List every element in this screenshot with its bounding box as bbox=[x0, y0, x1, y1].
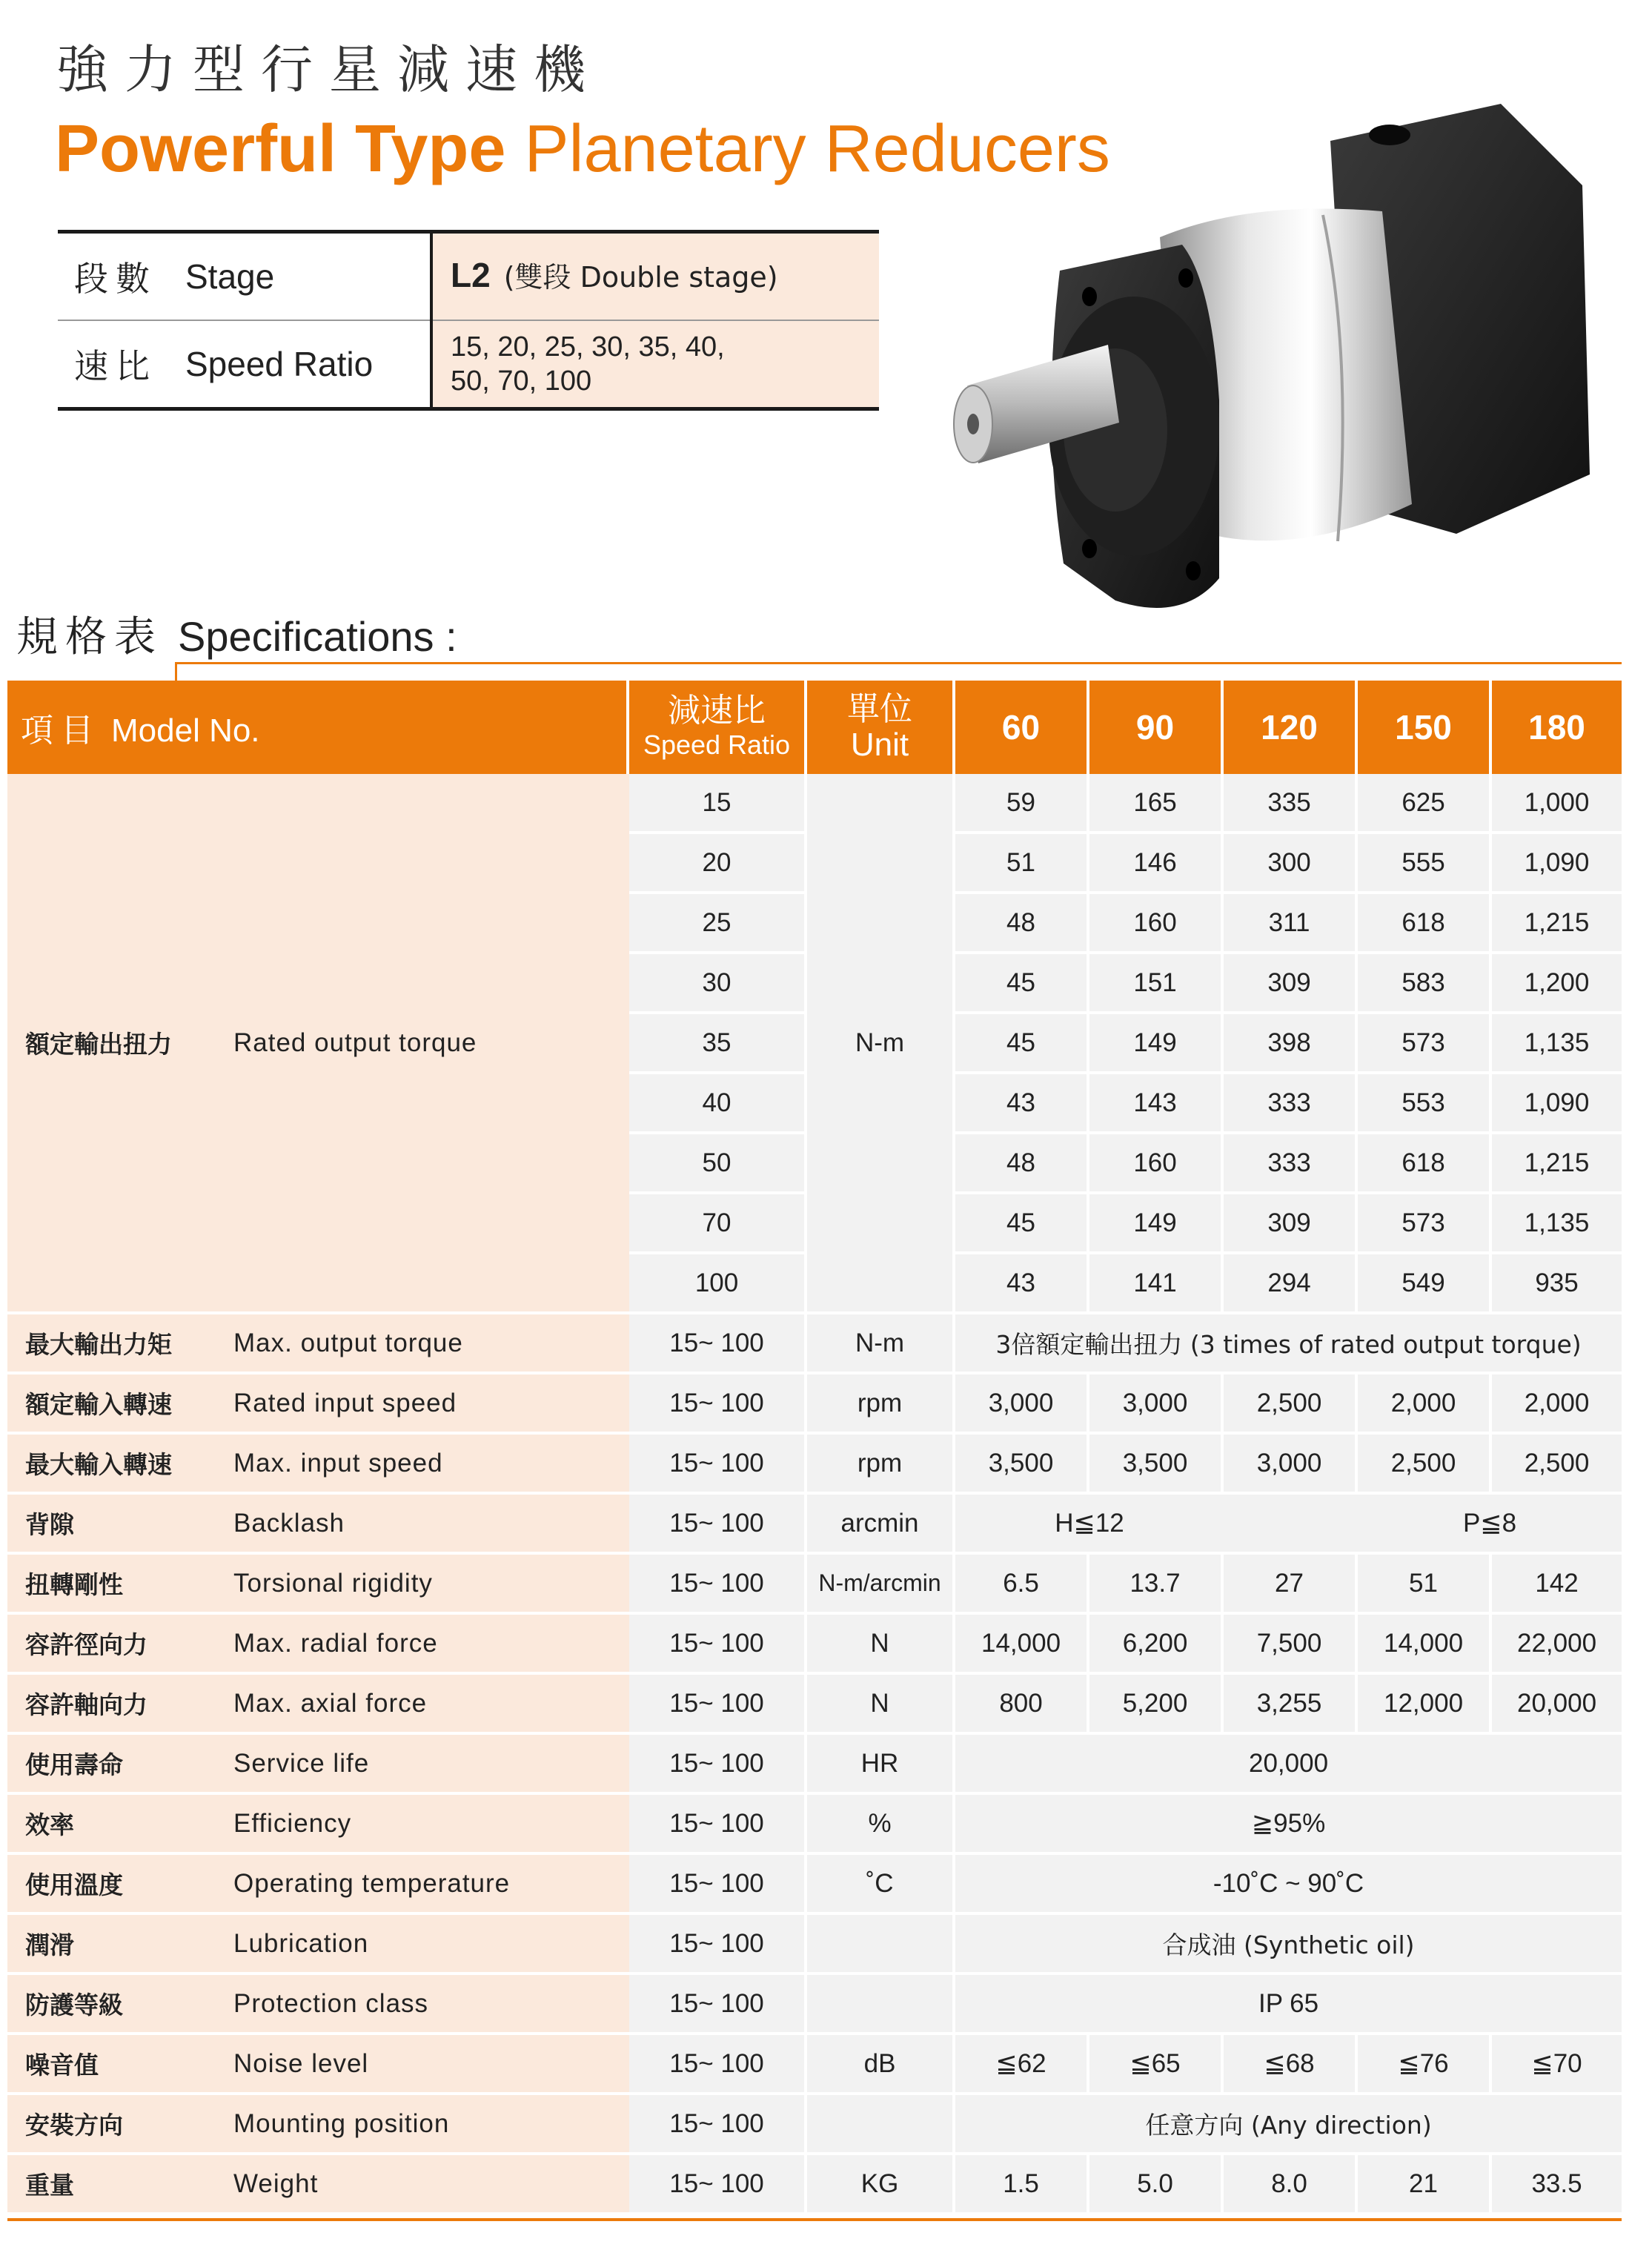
value-cell: 1,215 bbox=[1492, 894, 1622, 954]
label-zh: 使用壽命 bbox=[7, 1735, 233, 1795]
ratio-label-zh: 速比 bbox=[58, 320, 185, 409]
label-en: Lubrication bbox=[233, 1915, 629, 1975]
value-cell: 618 bbox=[1358, 1134, 1492, 1194]
specifications-heading bbox=[16, 604, 457, 664]
table-row-backlash bbox=[7, 1495, 1622, 1555]
label-zh: 背隙 bbox=[7, 1495, 233, 1555]
unit-cell: N-m bbox=[807, 1314, 955, 1374]
table-row-mounting bbox=[7, 2095, 1622, 2155]
unit-cell: ˚C bbox=[807, 1855, 955, 1915]
table-row-life bbox=[7, 1735, 1622, 1795]
header-unit bbox=[807, 681, 955, 774]
value-cell: 555 bbox=[1358, 834, 1492, 894]
value-cell: 300 bbox=[1224, 834, 1358, 894]
value-cell: 146 bbox=[1089, 834, 1224, 894]
ratio-cell: 15 bbox=[629, 774, 807, 834]
label-zh: 重量 bbox=[7, 2155, 233, 2215]
ratio-cell: 15~ 100 bbox=[629, 1975, 807, 2035]
backlash-h-cell: H≦12 bbox=[955, 1495, 1224, 1555]
table-row-efficiency bbox=[7, 1795, 1622, 1855]
value-cell: 21 bbox=[1358, 2155, 1492, 2215]
ratio-cell: 15~ 100 bbox=[629, 1855, 807, 1915]
header-model-zh: 項目 bbox=[21, 712, 101, 750]
unit-cell: N bbox=[807, 1615, 955, 1675]
value-cell: 311 bbox=[1224, 894, 1358, 954]
label-en: Max. axial force bbox=[233, 1675, 629, 1735]
ratio-cell: 25 bbox=[629, 894, 807, 954]
value-cell: 43 bbox=[955, 1074, 1089, 1134]
table-row-rigidity bbox=[7, 1555, 1622, 1615]
value-cell: 625 bbox=[1358, 774, 1492, 834]
ratio-cell: 35 bbox=[629, 1014, 807, 1074]
header-ratio bbox=[629, 681, 807, 774]
label-en: Efficiency bbox=[233, 1795, 629, 1855]
ratio-cell: 15~ 100 bbox=[629, 1795, 807, 1855]
ratio-row bbox=[58, 320, 879, 409]
ratio-cell: 15~ 100 bbox=[629, 1555, 807, 1615]
header-ratio-zh: 減速比 bbox=[668, 692, 766, 730]
value-cell: 5,200 bbox=[1089, 1675, 1224, 1735]
value-cell: ≦76 bbox=[1358, 2035, 1492, 2095]
ratio-value bbox=[431, 320, 879, 409]
value-cell: 3,500 bbox=[955, 1435, 1089, 1495]
title-bold: Powerful Type bbox=[55, 112, 506, 186]
ratio-cell: 15~ 100 bbox=[629, 1735, 807, 1795]
header-model-en: Model No. bbox=[111, 712, 260, 749]
value-cell: 任意方向 (Any direction) bbox=[955, 2095, 1622, 2155]
header-ratio-en: Speed Ratio bbox=[643, 730, 791, 760]
value-cell: 3,000 bbox=[1224, 1435, 1358, 1495]
unit-cell: dB bbox=[807, 2035, 955, 2095]
value-cell: 935 bbox=[1492, 1254, 1622, 1314]
table-row-protection bbox=[7, 1975, 1622, 2035]
chinese-title: 強力型行星減速機 bbox=[56, 39, 602, 100]
ratio-cell: 30 bbox=[629, 954, 807, 1014]
value-cell: IP 65 bbox=[955, 1975, 1622, 2035]
value-cell: 1,200 bbox=[1492, 954, 1622, 1014]
value-cell: 333 bbox=[1224, 1074, 1358, 1134]
value-cell: 165 bbox=[1089, 774, 1224, 834]
value-cell: 20,000 bbox=[1492, 1675, 1622, 1735]
value-cell: 7,500 bbox=[1224, 1615, 1358, 1675]
ratio-cell: 15~ 100 bbox=[629, 2155, 807, 2215]
unit-cell: rpm bbox=[807, 1374, 955, 1435]
ratio-label-en: Speed Ratio bbox=[185, 320, 431, 409]
value-cell: 618 bbox=[1358, 894, 1492, 954]
ratio-cell: 70 bbox=[629, 1194, 807, 1254]
ratio-cell: 20 bbox=[629, 834, 807, 894]
stage-row bbox=[58, 232, 879, 321]
value-cell: 142 bbox=[1492, 1555, 1622, 1615]
unit-cell: arcmin bbox=[807, 1495, 955, 1555]
unit-cell: KG bbox=[807, 2155, 955, 2215]
heading-rule bbox=[175, 662, 1622, 664]
label-zh: 防護等級 bbox=[7, 1975, 233, 2035]
unit-cell bbox=[807, 1975, 955, 2035]
label-zh: 容許徑向力 bbox=[7, 1615, 233, 1675]
unit-cell: N bbox=[807, 1675, 955, 1735]
stage-value bbox=[431, 232, 879, 321]
label-en: Max. output torque bbox=[233, 1314, 629, 1374]
value-cell: 6,200 bbox=[1089, 1615, 1224, 1675]
value-cell: 151 bbox=[1089, 954, 1224, 1014]
ratio-value-line1: 15, 20, 25, 30, 35, 40, bbox=[451, 331, 725, 363]
value-cell: 553 bbox=[1358, 1074, 1492, 1134]
value-cell: ≦68 bbox=[1224, 2035, 1358, 2095]
stage-label-zh: 段數 bbox=[58, 232, 185, 321]
table-row-noise bbox=[7, 2035, 1622, 2095]
value-cell: 141 bbox=[1089, 1254, 1224, 1314]
unit-cell: % bbox=[807, 1795, 955, 1855]
ratio-cell: 15~ 100 bbox=[629, 1435, 807, 1495]
value-cell: 合成油 (Synthetic oil) bbox=[955, 1915, 1622, 1975]
planetary-reducer-image bbox=[938, 89, 1642, 652]
rated-torque-label-zh: 額定輸出扭力 bbox=[7, 774, 233, 1314]
value-cell: 573 bbox=[1358, 1014, 1492, 1074]
label-zh: 潤滑 bbox=[7, 1915, 233, 1975]
label-en: Weight bbox=[233, 2155, 629, 2215]
value-cell: 333 bbox=[1224, 1134, 1358, 1194]
label-zh: 效率 bbox=[7, 1795, 233, 1855]
spec-heading-en: Specifications : bbox=[178, 613, 457, 660]
label-en: Max. radial force bbox=[233, 1615, 629, 1675]
value-cell: 160 bbox=[1089, 1134, 1224, 1194]
label-en: Protection class bbox=[233, 1975, 629, 2035]
label-zh: 容許軸向力 bbox=[7, 1675, 233, 1735]
header-unit-en: Unit bbox=[850, 727, 909, 763]
table-row-max-torque bbox=[7, 1314, 1622, 1374]
header-size-180: 180 bbox=[1492, 681, 1622, 774]
value-cell: 2,000 bbox=[1492, 1374, 1622, 1435]
label-en: Torsional rigidity bbox=[233, 1555, 629, 1615]
rated-torque-label-en: Rated output torque bbox=[233, 774, 629, 1314]
table-row-rated-speed bbox=[7, 1374, 1622, 1435]
value-cell: 149 bbox=[1089, 1194, 1224, 1254]
header-size-120: 120 bbox=[1224, 681, 1358, 774]
stage-value-main: L2 bbox=[451, 256, 491, 294]
value-cell: 20,000 bbox=[955, 1735, 1622, 1795]
value-cell: 22,000 bbox=[1492, 1615, 1622, 1675]
ratio-cell: 15~ 100 bbox=[629, 1314, 807, 1374]
table-row-axial bbox=[7, 1675, 1622, 1735]
value-cell: 33.5 bbox=[1492, 2155, 1622, 2215]
label-en: Service life bbox=[233, 1735, 629, 1795]
value-cell: 1,135 bbox=[1492, 1194, 1622, 1254]
table-row bbox=[7, 774, 1622, 834]
value-cell: ≦62 bbox=[955, 2035, 1089, 2095]
value-cell: 2,000 bbox=[1358, 1374, 1492, 1435]
specifications-table bbox=[7, 681, 1622, 2215]
value-cell: 3,000 bbox=[955, 1374, 1089, 1435]
ratio-cell: 15~ 100 bbox=[629, 1675, 807, 1735]
value-cell: 294 bbox=[1224, 1254, 1358, 1314]
value-cell: 800 bbox=[955, 1675, 1089, 1735]
value-cell: 1,090 bbox=[1492, 834, 1622, 894]
value-cell: -10˚C ~ 90˚C bbox=[955, 1855, 1622, 1915]
ratio-cell: 15~ 100 bbox=[629, 2035, 807, 2095]
header-unit-zh: 單位 bbox=[847, 690, 913, 728]
value-cell: 549 bbox=[1358, 1254, 1492, 1314]
ratio-cell: 100 bbox=[629, 1254, 807, 1314]
table-row-radial bbox=[7, 1615, 1622, 1675]
value-cell: 59 bbox=[955, 774, 1089, 834]
table-row-temperature bbox=[7, 1855, 1622, 1915]
label-zh: 使用溫度 bbox=[7, 1855, 233, 1915]
rated-torque-unit: N-m bbox=[807, 774, 955, 1314]
label-en: Backlash bbox=[233, 1495, 629, 1555]
ratio-cell: 15~ 100 bbox=[629, 1615, 807, 1675]
value-cell: 398 bbox=[1224, 1014, 1358, 1074]
backlash-spacer bbox=[1224, 1495, 1358, 1555]
label-zh: 最大輸入轉速 bbox=[7, 1435, 233, 1495]
stage-value-sub: (雙段 Double stage) bbox=[503, 261, 778, 294]
label-en: Mounting position bbox=[233, 2095, 629, 2155]
value-cell: 583 bbox=[1358, 954, 1492, 1014]
header-size-90: 90 bbox=[1089, 681, 1224, 774]
table-row-lubrication bbox=[7, 1915, 1622, 1975]
value-cell: 160 bbox=[1089, 894, 1224, 954]
ratio-value-line2: 50, 70, 100 bbox=[451, 365, 592, 397]
label-en: Operating temperature bbox=[233, 1855, 629, 1915]
value-cell: 51 bbox=[1358, 1555, 1492, 1615]
value-cell: 14,000 bbox=[955, 1615, 1089, 1675]
table-row-max-speed bbox=[7, 1435, 1622, 1495]
label-zh: 額定輸入轉速 bbox=[7, 1374, 233, 1435]
value-cell: 1,135 bbox=[1492, 1014, 1622, 1074]
value-cell: 1.5 bbox=[955, 2155, 1089, 2215]
value-cell: 1,215 bbox=[1492, 1134, 1622, 1194]
label-zh: 噪音值 bbox=[7, 2035, 233, 2095]
value-cell: 45 bbox=[955, 1194, 1089, 1254]
ratio-cell: 15~ 100 bbox=[629, 1495, 807, 1555]
table-row-weight bbox=[7, 2155, 1622, 2215]
spec-heading-zh: 規格表 bbox=[16, 613, 163, 661]
bottom-rule bbox=[7, 2218, 1622, 2221]
value-cell: 6.5 bbox=[955, 1555, 1089, 1615]
value-cell: 48 bbox=[955, 1134, 1089, 1194]
ratio-cell: 15~ 100 bbox=[629, 1374, 807, 1435]
label-zh: 安裝方向 bbox=[7, 2095, 233, 2155]
value-cell: ≧95% bbox=[955, 1795, 1622, 1855]
table-header-row bbox=[7, 681, 1622, 774]
value-cell: 51 bbox=[955, 834, 1089, 894]
value-cell: 149 bbox=[1089, 1014, 1224, 1074]
value-cell: 48 bbox=[955, 894, 1089, 954]
value-cell: 2,500 bbox=[1492, 1435, 1622, 1495]
ratio-cell: 40 bbox=[629, 1074, 807, 1134]
value-cell: 335 bbox=[1224, 774, 1358, 834]
label-zh: 扭轉剛性 bbox=[7, 1555, 233, 1615]
value-cell: ≦70 bbox=[1492, 2035, 1622, 2095]
header-size-150: 150 bbox=[1358, 681, 1492, 774]
value-cell: 2,500 bbox=[1224, 1374, 1358, 1435]
backlash-p-cell: P≦8 bbox=[1358, 1495, 1622, 1555]
label-zh: 最大輸出力矩 bbox=[7, 1314, 233, 1374]
value-cell: 45 bbox=[955, 954, 1089, 1014]
value-cell: 143 bbox=[1089, 1074, 1224, 1134]
ratio-cell: 15~ 100 bbox=[629, 1915, 807, 1975]
header-model bbox=[7, 681, 629, 774]
value-cell: 5.0 bbox=[1089, 2155, 1224, 2215]
label-en: Noise level bbox=[233, 2035, 629, 2095]
unit-cell: N-m/arcmin bbox=[807, 1555, 955, 1615]
value-cell: 1,000 bbox=[1492, 774, 1622, 834]
value-cell: 3,000 bbox=[1089, 1374, 1224, 1435]
value-cell: 309 bbox=[1224, 954, 1358, 1014]
label-en: Max. input speed bbox=[233, 1435, 629, 1495]
value-cell: 2,500 bbox=[1358, 1435, 1492, 1495]
value-cell: 12,000 bbox=[1358, 1675, 1492, 1735]
unit-cell bbox=[807, 1915, 955, 1975]
ratio-cell: 50 bbox=[629, 1134, 807, 1194]
value-cell: 309 bbox=[1224, 1194, 1358, 1254]
stage-label-en: Stage bbox=[185, 232, 431, 321]
label-en: Rated input speed bbox=[233, 1374, 629, 1435]
value-cell: 3倍額定輸出扭力 (3 times of rated output torque) bbox=[955, 1314, 1622, 1374]
value-cell: 1,090 bbox=[1492, 1074, 1622, 1134]
value-cell: 14,000 bbox=[1358, 1615, 1492, 1675]
unit-cell: HR bbox=[807, 1735, 955, 1795]
value-cell: ≦65 bbox=[1089, 2035, 1224, 2095]
value-cell: 8.0 bbox=[1224, 2155, 1358, 2215]
value-cell: 3,255 bbox=[1224, 1675, 1358, 1735]
unit-cell bbox=[807, 2095, 955, 2155]
value-cell: 13.7 bbox=[1089, 1555, 1224, 1615]
header-size-60: 60 bbox=[955, 681, 1089, 774]
unit-cell: rpm bbox=[807, 1435, 955, 1495]
value-cell: 573 bbox=[1358, 1194, 1492, 1254]
stage-ratio-table bbox=[58, 230, 879, 411]
value-cell: 27 bbox=[1224, 1555, 1358, 1615]
ratio-cell: 15~ 100 bbox=[629, 2095, 807, 2155]
value-cell: 3,500 bbox=[1089, 1435, 1224, 1495]
value-cell: 45 bbox=[955, 1014, 1089, 1074]
title-light: Planetary Reducers bbox=[524, 112, 1110, 186]
value-cell: 43 bbox=[955, 1254, 1089, 1314]
